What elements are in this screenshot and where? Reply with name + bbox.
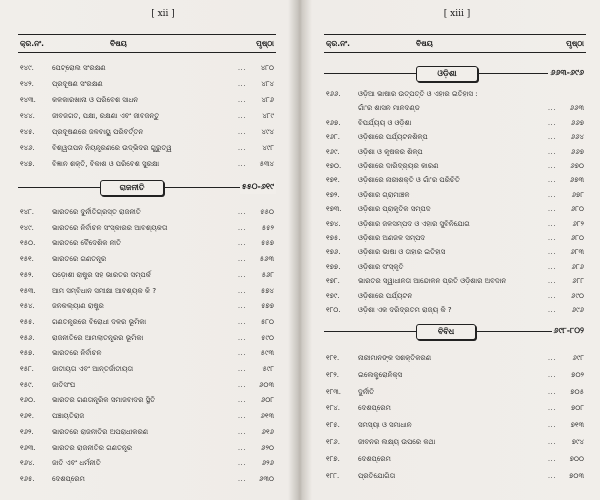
entry-page-number: ୪୮୯ <box>262 112 274 120</box>
leader-dots: ... <box>547 147 556 156</box>
entry-title: ଗଣତନ୍ତ୍ରରେ ବିରୋଧୀ ଦଳର ଭୂମିକା <box>52 317 147 326</box>
toc-entry <box>18 78 276 90</box>
entry-number: ୧୫୯. <box>20 380 34 389</box>
entry-page-number: ୬୧୩ <box>260 412 274 421</box>
toc-entry <box>18 316 276 328</box>
entry-title: ପଞ୍ଚାୟତିରାଜ <box>52 412 85 421</box>
leader-dots: ... <box>237 144 246 152</box>
entry-title: ଓଡ଼ିଶାର ସଂସ୍କୃତି <box>358 262 404 271</box>
toc-entry <box>324 352 586 364</box>
toc-entry <box>324 189 586 201</box>
toc-entry <box>324 117 586 129</box>
toc-entry <box>18 253 276 265</box>
entry-title: ଓଡ଼ିଆ ଭାଷାର ଉତ୍ପତ୍ତି ଓ ଏହାର ଇତିହାସ : <box>358 90 478 98</box>
leader-dots: ... <box>237 380 246 389</box>
leader-dots: ... <box>237 302 246 311</box>
entry-title: ଦେଶପ୍ରେମ <box>358 404 391 413</box>
entry-title: ଭାରତରେ ଦୁର୍ନୀତିଗ୍ରସ୍ତ ରାଜନୀତି <box>52 208 141 216</box>
leader-dots: ... <box>237 365 246 373</box>
entry-page-number: ୫୭୪ <box>260 286 274 295</box>
entry-title: ଭାରତର ସ୍ୱାଧୀନତା ଆନ୍ଦୋଳନ ପ୍ରତି ଓଡ଼ିଶାର ଅବଦାନ <box>358 277 507 286</box>
entry-title: ଓଡ଼ିଶାରେ ପର୍ଯ୍ୟଟନଶିଳ୍ପ <box>358 133 428 142</box>
entry-title: ଗାଁ'ର ଶାସନ ମାନଦଣ୍ଡ <box>358 104 420 113</box>
entry-number: ୧୬୧. <box>20 412 34 421</box>
col-page-label: ପୃଷ୍ଠା <box>566 39 584 48</box>
toc-entry <box>18 332 276 344</box>
entry-page-number: ୭୧୩ <box>570 421 584 430</box>
entry-page-number: ୬୭୩ <box>569 176 584 185</box>
toc-entry <box>18 62 276 74</box>
entry-page-number: ୫୬୩ <box>259 255 274 264</box>
leader-dots: ... <box>547 291 556 300</box>
header-rule-bottom <box>324 52 586 53</box>
column-header <box>324 38 586 50</box>
entry-page-number: ୬୬୪ <box>570 133 584 142</box>
section-page-range: ୫୫୦-୬୧୯ <box>240 180 276 194</box>
entry-page-number: ୬୮୦ <box>570 234 584 242</box>
toc-entry <box>18 142 276 154</box>
entry-title: କଳକାରଖାନା ଓ ପରିବେଶ ସାଧନ <box>52 96 139 104</box>
entry-number: ୧୭୭. <box>326 262 341 271</box>
entry-page-number: ୭୦୦ <box>569 454 584 463</box>
entry-number: ୧୪୬. <box>20 144 35 152</box>
leader-dots: ... <box>547 421 556 430</box>
entry-title: ଇଲେକ୍ଟ୍ରୋନିକ୍ସ <box>358 370 403 379</box>
leader-dots: ... <box>547 234 556 242</box>
leader-dots: ... <box>237 80 246 88</box>
entry-title: ଦେଶପ୍ରେମ <box>52 474 85 483</box>
entry-number: ୧୬୦. <box>20 396 36 405</box>
entry-page-number: ୬୮୬ <box>571 262 584 271</box>
entry-title: ଓଡ଼ିଶାର ଭାଷା ଓ ତାହାର ଇତିହାସ <box>358 248 446 257</box>
entry-number: ୧୭୫. <box>326 234 341 242</box>
entry-page-number: ୫୫୦ <box>260 208 274 216</box>
entry-title: ଓଡ଼ିଶାର ଗ୍ରାମାଞ୍ଚଳ <box>358 190 410 199</box>
entry-number: ୧୪୩. <box>20 96 36 104</box>
toc-entry <box>324 88 586 100</box>
leader-dots: ... <box>547 190 556 199</box>
entry-page-number: ୪୯୪ <box>261 128 274 136</box>
entry-page-number: ୬୬୭ <box>570 147 584 156</box>
entry-title: ଭାରତରେ ଗଣତନ୍ତ୍ର <box>52 255 107 264</box>
toc-entry <box>324 470 586 482</box>
entry-page-number: ୪୮୬ <box>261 96 274 104</box>
leader-dots: ... <box>547 162 556 170</box>
toc-entry <box>324 203 586 215</box>
toc-entry <box>324 369 586 381</box>
entry-number: ୧୮୭. <box>326 454 340 463</box>
entry-title: ଓଡ଼ିଶାରେ ପର୍ଯ୍ୟଟନ <box>358 291 413 300</box>
entry-number: ୧୫୧. <box>20 255 34 264</box>
toc-entry <box>324 261 586 273</box>
entry-number: ୧୭୨. <box>326 190 340 199</box>
leader-dots: ... <box>547 118 556 127</box>
leader-dots: ... <box>237 239 246 248</box>
leader-dots: ... <box>547 277 556 286</box>
toc-entry <box>324 160 586 172</box>
entry-number: ୧୭୧. <box>326 176 340 185</box>
col-serial-label: କ୍ର.ନଂ. <box>20 39 45 48</box>
entry-title: ଦେଶପ୍ରେମ <box>358 454 391 463</box>
leader-dots: ... <box>547 306 556 314</box>
entry-page-number: ୫୭୭ <box>261 302 274 311</box>
entry-title: ସମସ୍ୟା ଓ ସମାଧାନ <box>358 421 412 430</box>
leader-dots: ... <box>547 248 556 257</box>
entry-number: ୧୫୬. <box>20 333 35 342</box>
toc-entry <box>324 102 586 114</box>
leader-dots: ... <box>237 223 246 232</box>
toc-entry <box>18 269 276 281</box>
col-subject-label: ବିଷୟ <box>110 39 127 48</box>
entry-page-number: ୬୨୦ <box>261 443 274 452</box>
section-heading-misc <box>324 324 586 338</box>
entry-number: ୧୭୯. <box>326 291 340 300</box>
entry-page-number: ୫୯୦ <box>261 333 274 342</box>
toc-entry <box>18 457 276 469</box>
entry-title: ରାଜନୀତିରେ ଆମଲାତନ୍ତ୍ରର ଭୂମିକା <box>52 333 144 342</box>
toc-entry <box>324 419 586 431</box>
leader-dots: ... <box>237 286 246 295</box>
leader-dots: ... <box>547 438 556 446</box>
leader-dots: ... <box>237 474 246 483</box>
entry-number: ୧୬୮. <box>326 133 340 142</box>
section-title: ବିବିଧ <box>416 324 476 340</box>
entry-page-number: ୬୦୮ <box>260 396 274 405</box>
entry-number: ୧୫୨. <box>20 270 34 279</box>
toc-entry <box>18 94 276 106</box>
entry-number: ୧୮୩. <box>326 387 342 396</box>
leader-dots: ... <box>547 219 556 228</box>
entry-title: ଜନକଲ୍ୟାଣ ରାଷ୍ଟ୍ର <box>52 302 104 311</box>
entry-page-number: ୫୯୮ <box>262 365 274 373</box>
entry-page-number: ୪୯୮ <box>262 144 274 152</box>
entry-page-number: ୬୧୬ <box>261 427 274 436</box>
leader-dots: ... <box>237 64 246 72</box>
toc-entry <box>18 300 276 312</box>
header-rule-top <box>324 34 586 35</box>
entry-number: ୧୪୯. <box>20 223 34 232</box>
entry-number: ୧୪୫. <box>20 128 35 136</box>
entry-number: ୧୮୪. <box>326 404 341 413</box>
toc-entry <box>324 402 586 414</box>
entry-number: ୧୫୩. <box>20 286 36 295</box>
col-serial-label: କ୍ର.ନଂ. <box>326 39 351 48</box>
entry-number: ୧୭୦. <box>326 162 342 170</box>
leader-dots: ... <box>237 349 246 358</box>
right-page <box>304 0 600 500</box>
toc-entry <box>324 146 586 158</box>
toc-entry <box>324 386 586 398</box>
leader-dots: ... <box>547 262 556 271</box>
toc-entry <box>18 206 276 218</box>
entry-number: ୧୬୩. <box>20 443 36 452</box>
entry-title: ପ୍ରଦୂଷଣ ସଂରକ୍ଷଣ <box>52 80 103 88</box>
toc-entry <box>18 126 276 138</box>
entry-title: ବିଜ୍ଞାନ ଶକ୍ତି, ବିକାଶ ଓ ପରିବେଶ ସୁରକ୍ଷା <box>52 160 160 168</box>
leader-dots: ... <box>237 208 246 216</box>
entry-number: ୧୮୦. <box>326 306 341 314</box>
entry-number: ୧୭୪. <box>326 219 341 228</box>
entry-number: ୧୭୬. <box>326 248 341 257</box>
entry-title: ପ୍ରତିଯୋଗିତା <box>358 471 396 480</box>
toc-entry <box>18 237 276 249</box>
left-page <box>0 0 296 500</box>
leader-dots: ... <box>237 333 246 342</box>
toc-entry <box>324 131 586 143</box>
entry-title: ଆମ ସମ୍ବିଧାନ ସମୀକ୍ଷା ଆବଶ୍ୟକ କି ? <box>52 286 157 295</box>
entry-page-number: ୬୮୨ <box>572 219 584 228</box>
entry-number: ୧୭୮. <box>326 277 340 286</box>
entry-title: ଓଡ଼ିଶାର ପ୍ରାକୃତିକ ସମ୍ପଦ <box>358 205 431 214</box>
header-rule-bottom <box>18 52 276 53</box>
entry-page-number: ୪୮୪ <box>261 80 274 88</box>
toc-entry <box>18 347 276 359</box>
entry-page-number: ୬୭୮ <box>571 190 584 199</box>
leader-dots: ... <box>237 459 246 468</box>
entry-page-number: ୬୬୩ <box>569 104 584 113</box>
entry-number: ୧୪୯. <box>20 64 34 72</box>
toc-entry <box>18 363 276 375</box>
entry-page-number: ୬୮୦ <box>570 205 584 214</box>
entry-page-number: ୫୫୨ <box>261 223 274 232</box>
entry-title: ଓଡ଼ିଶାର ଜଳସମ୍ପଦ ଓ ଏହାର ସୁବିନିଯୋଗ <box>358 219 470 228</box>
entry-page-number: ୭୦୫ <box>570 387 584 396</box>
entry-number: ୧୫୦. <box>20 239 36 248</box>
toc-entry <box>18 442 276 454</box>
toc-entry <box>324 232 586 244</box>
toc-entry <box>18 394 276 406</box>
entry-page-number: ୪୮୦ <box>260 64 274 72</box>
section-title: ରାଜନୀତି <box>100 180 164 196</box>
toc-entry <box>18 473 276 485</box>
toc-entry <box>18 410 276 422</box>
entry-title: ଭାରତର ଗଣତାନ୍ତ୍ରିକ ସମାଜବାଦର ସ୍ଥିତି <box>52 396 156 405</box>
entry-number: ୧୬୯. <box>326 147 340 156</box>
entry-number: ୧୬୬. <box>326 90 341 98</box>
entry-title: ପଡ଼ୋଶୀ ରାଷ୍ଟ୍ର ସହ ଭାରତର ସମ୍ପର୍କ <box>52 270 151 279</box>
entry-title: ପ୍ରଦୂଷଣରେ ଜଳବାୟୁ ପରିବର୍ତ୍ତନ <box>52 128 144 136</box>
entry-title: ପେଟ୍ରୋଲ ସଂରକ୍ଷଣ <box>52 64 106 72</box>
toc-entry <box>18 158 276 170</box>
entry-title: ନାରୀମାନଙ୍କ ସଶକ୍ତିକରଣ <box>358 354 432 362</box>
leader-dots: ... <box>547 354 556 362</box>
entry-page-number: ୫୮୦ <box>260 317 274 326</box>
section-page-range: ୬୬୩-୬୯୬ <box>548 66 586 80</box>
page-folio-left: [ xii ] <box>151 9 175 19</box>
leader-dots: ... <box>237 255 246 264</box>
entry-number: ୧୬୭. <box>326 118 341 127</box>
entry-page-number: ୫୩୪ <box>259 160 274 168</box>
leader-dots: ... <box>237 128 246 136</box>
entry-page-number: ୬୦୩ <box>259 380 274 389</box>
col-page-label: ପୃଷ୍ଠା <box>256 39 274 48</box>
entry-number: ୧୭୩. <box>326 205 342 214</box>
entry-page-number: ୬୮୮ <box>572 277 584 286</box>
page-folio-right: [ xiii ] <box>443 9 471 19</box>
entry-title: ଓଡ଼ିଶାର ଅଣଜଳ ସମ୍ପଦ <box>358 234 426 242</box>
entry-title: ବିପର୍ଯ୍ୟୟ ଓ ଓଡ଼ିଶା <box>358 118 412 127</box>
entry-page-number: ୭୯୪ <box>571 438 584 446</box>
col-subject-label: ବିଷୟ <box>416 39 433 48</box>
toc-entry <box>18 426 276 438</box>
leader-dots: ... <box>237 427 246 436</box>
entry-number: ୧୬୫. <box>20 474 35 483</box>
entry-page-number: ୬୯୬ <box>571 306 584 314</box>
leader-dots: ... <box>237 443 246 452</box>
entry-number: ୧୪୭. <box>20 160 35 168</box>
leader-dots: ... <box>237 317 246 326</box>
entry-title: ଭାରତର ରାଜନୀତିର ଗଣତନ୍ତ୍ର <box>52 443 132 452</box>
entry-number: ୧୪୨. <box>20 80 34 88</box>
leader-dots: ... <box>237 396 246 405</box>
entry-title: ଭାରତରେ ନିର୍ବାଚନ ସଂସ୍କାରର ଆବଶ୍ୟକତା <box>52 223 168 232</box>
entry-title: ଜାତୀୟତା ଏବଂ ଆନ୍ତର୍ଜାତୀୟତା <box>52 365 134 373</box>
entry-title: ଜାତିସଂଘ <box>52 380 76 389</box>
entry-number: ୧୪୮. <box>20 208 35 216</box>
entry-number: ୧୮୬. <box>326 438 340 446</box>
entry-title: ଜାତି ଏବଂ ଧର୍ମନୀତି <box>52 459 101 468</box>
leader-dots: ... <box>547 133 556 142</box>
section-heading-politics <box>18 180 276 194</box>
toc-entry <box>324 304 586 316</box>
entry-title: ଭାରତରେ ବୈଦେଶିକ ନୀତି <box>52 239 121 248</box>
entry-page-number: ୭୦୮ <box>570 404 584 413</box>
leader-dots: ... <box>547 176 556 185</box>
toc-entry <box>324 453 586 465</box>
entry-page-number: ୬୯୮ <box>572 354 584 362</box>
leader-dots: ... <box>237 412 246 421</box>
entry-title: ଦୁର୍ନୀତି <box>358 387 375 396</box>
entry-page-number: ୬୩୦ <box>259 474 274 483</box>
entry-page-number: ୭୦୨ <box>571 370 584 379</box>
leader-dots: ... <box>237 112 246 120</box>
leader-dots: ... <box>547 471 556 480</box>
entry-number: ୧୮୧. <box>326 354 340 362</box>
leader-dots: ... <box>547 104 556 113</box>
entry-title: ଭାରତରେ ନିର୍ବାଚନ <box>52 349 102 358</box>
entry-page-number: ୫୯୩ <box>260 349 274 358</box>
entry-number: ୧୬୨. <box>20 427 34 436</box>
toc-entry <box>18 285 276 297</box>
entry-number: ୧୮୨. <box>326 370 340 379</box>
entry-page-number: ୬୯୦ <box>571 291 584 300</box>
leader-dots: ... <box>547 387 556 396</box>
entry-number: ୧୬୪. <box>20 459 35 468</box>
leader-dots: ... <box>547 205 556 214</box>
entry-title: ଜୀବନର ଲକ୍ଷ୍ୟ ଉପରେ କଥା <box>358 438 436 446</box>
entry-page-number: ୬୮୩ <box>570 248 584 257</box>
entry-number: ୧୪୪. <box>20 112 35 120</box>
toc-entry <box>324 436 586 448</box>
entry-number: ୧୮୮. <box>326 471 340 480</box>
leader-dots: ... <box>547 404 556 413</box>
header-rule-top <box>18 34 276 35</box>
column-header <box>18 38 276 50</box>
entry-number: ୧୫୭. <box>20 349 35 358</box>
section-page-range: ୬୯୮-୮୦୨ <box>552 324 586 338</box>
entry-number: ୧୮୫. <box>326 421 340 430</box>
entry-title: ଓଡ଼ିଶାରେ ନାରୀଶକ୍ତି ଓ ଗାଁ'ର ପରିଚିତି <box>358 176 460 185</box>
entry-title: ବିଶ୍ୱତାପନ ନିୟନ୍ତ୍ରଣରେ ଉଦ୍ଭିଦର ଗୁରୁତ୍ୱ <box>52 144 172 152</box>
section-title: ଓଡ଼ିଶା <box>416 66 478 82</box>
entry-page-number: ୬୨୬ <box>261 459 274 468</box>
toc-entry <box>18 379 276 391</box>
leader-dots: ... <box>547 370 556 379</box>
toc-entry <box>18 222 276 234</box>
entry-page-number: ୫୬୮ <box>261 270 274 279</box>
leader-dots: ... <box>237 96 246 104</box>
toc-entry <box>18 110 276 122</box>
entry-title: ଓଡ଼ିଶା ଏକ ଦରିଦ୍ରତମ ରାଜ୍ୟ କି ? <box>358 306 452 314</box>
toc-entry <box>324 174 586 186</box>
entry-page-number: ୭୦୩ <box>569 471 584 480</box>
entry-page-number: ୫୫୭ <box>260 239 274 248</box>
toc-entry <box>324 218 586 230</box>
entry-title: ଭାରତରେ ରାଜନୀତିର ଅପରାଧୀକରଣ <box>52 427 149 436</box>
entry-title: ଜୀବଜଗତ, ପକ୍ଷୀ, ରକ୍ଷଣା ଏବଂ ଜୀବଜନ୍ତୁ <box>52 112 160 120</box>
leader-dots: ... <box>547 454 556 463</box>
toc-entry <box>324 290 586 302</box>
toc-entry <box>324 275 586 287</box>
leader-dots: ... <box>237 270 246 279</box>
entry-page-number: ୬୭୦ <box>570 162 584 170</box>
entry-number: ୧୫୮. <box>20 365 34 373</box>
entry-number: ୧୫୫. <box>20 317 35 326</box>
leader-dots: ... <box>237 160 246 168</box>
entry-number: ୧୫୪. <box>20 302 35 311</box>
toc-entry <box>324 246 586 258</box>
section-heading-odisha <box>324 66 586 80</box>
entry-title: ଓଡ଼ିଶା ଓ କୃଷକର ଶିଳ୍ପ <box>358 147 423 156</box>
entry-page-number: ୬୬୭ <box>570 118 584 127</box>
entry-title: ଓଡ଼ିଶାରେ ଦାରିଦ୍ର୍ୟର କାରଣ <box>358 162 439 170</box>
